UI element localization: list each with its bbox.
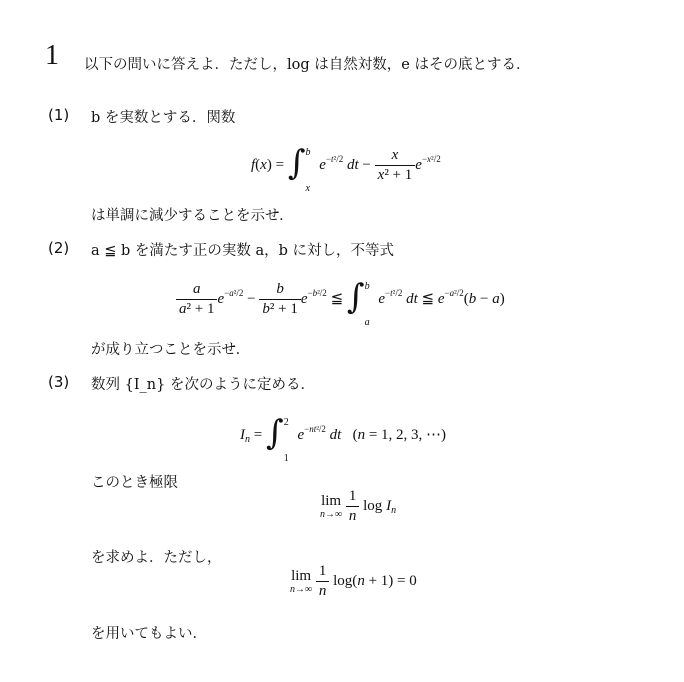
part-3-formula: $I_n$ = ∫ 2 1 $e^{-nt^2/2}$ dt (n = 1, 2, 3, ⋯) xyxy=(240,413,447,464)
part-1-after: は単調に減少することを示せ． xyxy=(91,208,294,224)
problem-number: 1 xyxy=(45,40,59,71)
part-3-line2: このとき極限 xyxy=(91,475,178,491)
part-2-formula: $\frac{a}{\text{a² + 1}}$ $e^{-a^2/2}$ − $\frac{b}{\text{b² + 1}}$ $e^{-b^2/2}$ ≦ ∫ b a $e^{-t^2/2}$ dt ≦ $e^{-a^2/2}(b - a)$ xyxy=(176,272,505,318)
part-1-formula: f(x) = ∫ b x $e^{-t^2/2}$ dt − $\frac{x}{\text{x² + 1}}$ $e^{-x^2/2}$ xyxy=(251,143,441,194)
part-1-intro: b を実数とする．関数 xyxy=(91,110,236,126)
part-3-after: を用いてもよい． xyxy=(91,626,207,642)
part-3-intro: 数列 {I_n} を次のように定める． xyxy=(91,377,315,393)
part-2-after: が成り立つことを示せ． xyxy=(91,342,251,358)
part-3-formula2: lim n→∞ $\frac{1}{n}$ $\log I_n$ xyxy=(320,488,397,524)
part-3-label: (3) xyxy=(48,373,70,391)
part-3-line3: を求めよ．ただし， xyxy=(91,550,222,566)
part-1-label: (1) xyxy=(48,106,70,124)
part-2-label: (2) xyxy=(48,239,70,257)
problem-intro: 以下の問いに答えよ．ただし，log は自然対数，e はその底とする． xyxy=(84,57,531,73)
part-2-intro: a ≦ b を満たす正の実数 a，b に対し，不等式 xyxy=(91,243,395,259)
part-3-formula3: lim n→∞ $\frac{1}{n}$ log(n + 1) = 0 xyxy=(290,563,417,599)
